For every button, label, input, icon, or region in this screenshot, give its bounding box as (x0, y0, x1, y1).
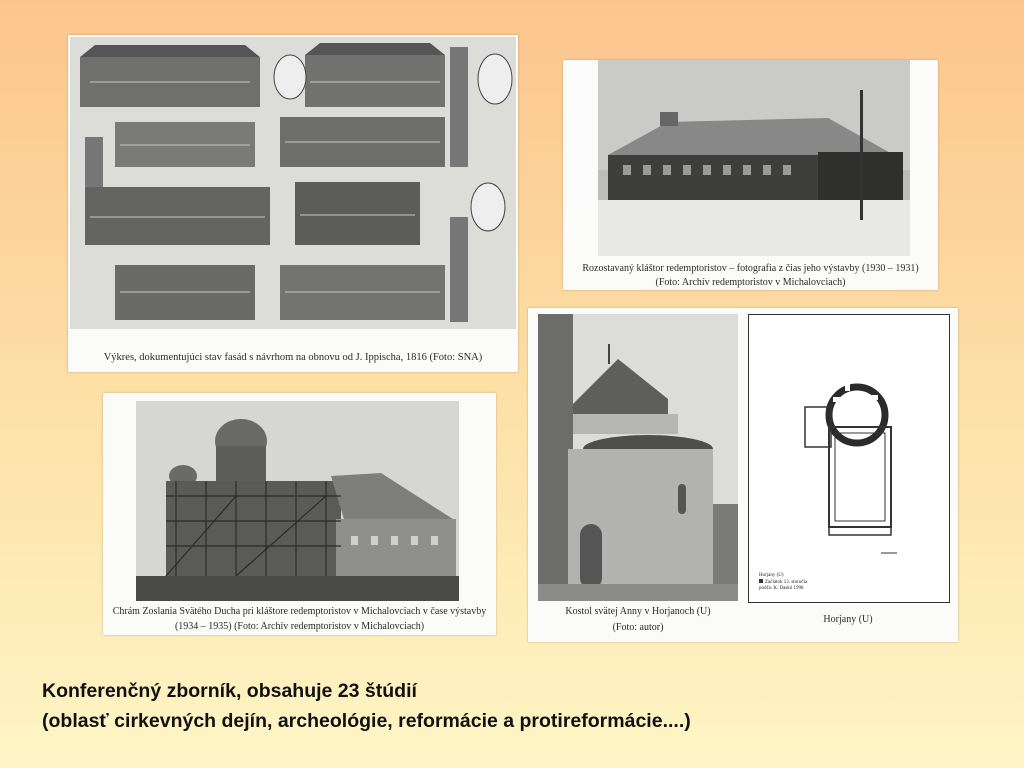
facade-drawing-image (70, 37, 516, 329)
plan-caption: Horjany (U) (823, 614, 873, 625)
monastery-caption-line2: (Foto: Archív redemptoristov v Michalovciach) (655, 277, 846, 288)
church-caption-line2: (1934 – 1935) (Foto: Archív redemptoristov v Michalovciach) (174, 621, 425, 632)
figure-church-construction (103, 393, 496, 635)
figure-facade-drawing (68, 35, 518, 372)
st-anne-church-photo (538, 314, 738, 601)
legend-line1: Začiatok 13. storočia (759, 579, 807, 586)
legend-line2: podľa: K. Daskó 1998 (759, 586, 804, 591)
figure-monastery-construction (563, 60, 938, 290)
slide-description (42, 676, 1002, 736)
legend-title: Horjany (U) (759, 573, 784, 578)
monastery-photo (598, 60, 910, 256)
st-anne-caption-line1: Kostol svätej Anny v Horjanoch (U) (565, 606, 711, 617)
church-construction-photo (136, 401, 459, 601)
st-anne-caption-line2: (Foto: autor) (612, 622, 664, 633)
church-caption-line1: Chrám Zoslania Svätého Ducha pri kláštore redemptoristov v Michalovciach v čase výstavby (112, 606, 487, 617)
facade-drawing-caption: Výkres, dokumentujúci stav fasád s návrhom na obnovu od J. Ippischa, 1816 (Foto: SNA) (103, 352, 483, 363)
monastery-caption-line1: Rozostavaný kláštor redemptoristov – fotografia z čias jeho výstavby (1930 – 1931) (582, 263, 919, 274)
horjany-floor-plan (748, 314, 950, 603)
plan-legend (759, 573, 807, 592)
figure-st-anne-church (528, 308, 958, 642)
legend-swatch-icon (759, 579, 763, 583)
description-line1: Konferenčný zborník, obsahuje 23 štúdií (42, 680, 417, 702)
description-line2: (oblasť cirkevných dejín, archeológie, reformácie a protireformácie....) (42, 710, 691, 732)
